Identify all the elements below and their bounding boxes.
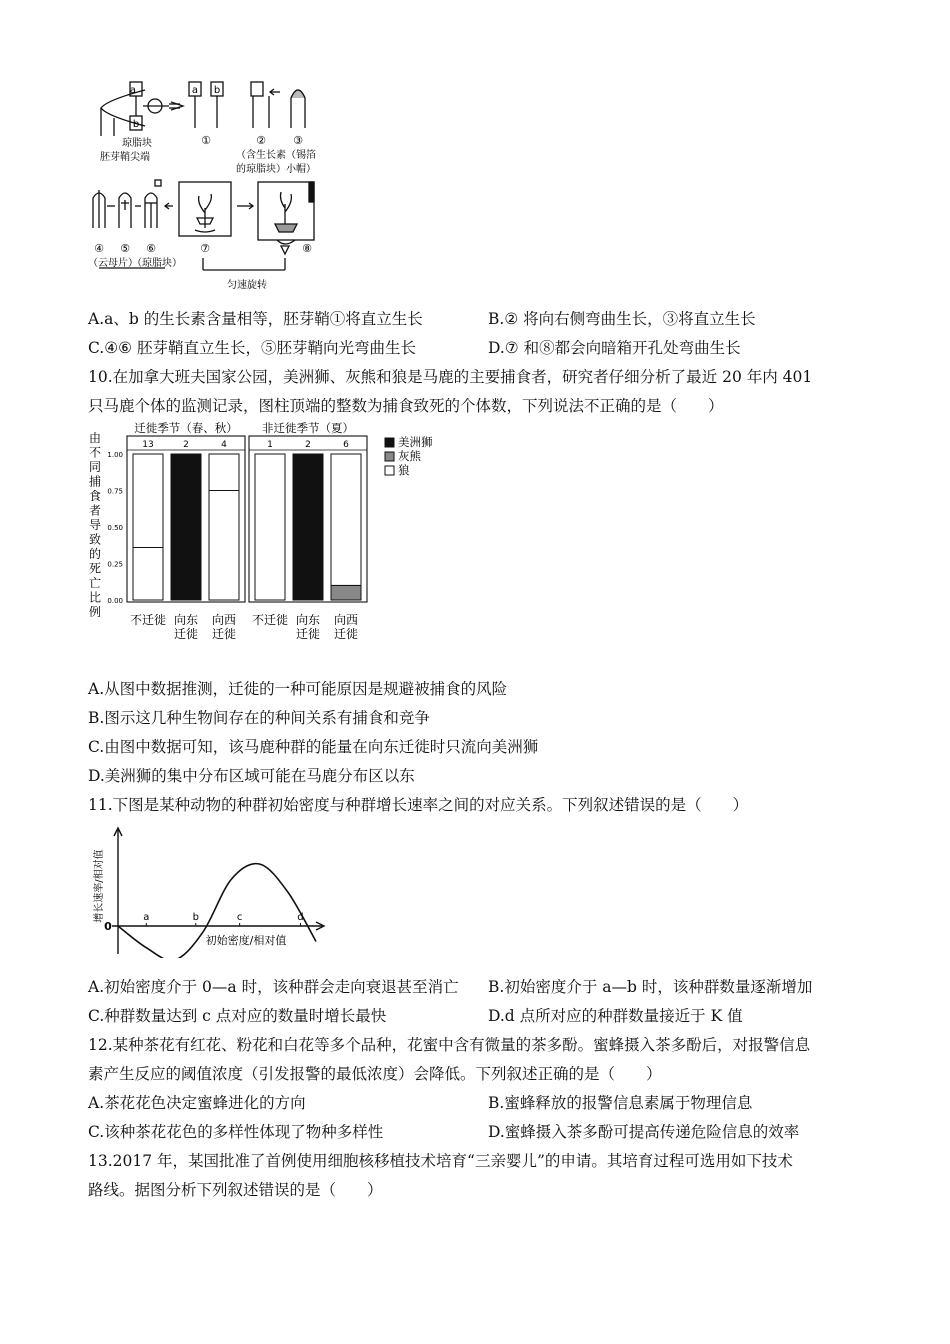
point-label-a: a bbox=[143, 912, 150, 923]
category-label: 迁徙 bbox=[333, 627, 359, 641]
panel-title: 迁徙季节（春、秋） bbox=[134, 421, 238, 435]
bar-segment-美洲狮 bbox=[293, 454, 323, 600]
y-axis-label-char: 者 bbox=[88, 503, 102, 518]
legend-label: 美洲狮 bbox=[398, 435, 433, 449]
q9-option-d[interactable]: D.⑦ 和⑧都会向暗箱开孔处弯曲生长 bbox=[488, 339, 741, 357]
y-axis-label-char: 由 bbox=[88, 431, 102, 445]
label-coleoptile-tip: 胚芽鞘尖端 bbox=[100, 152, 150, 163]
label-agar2: （琼脂块） bbox=[132, 258, 182, 269]
legend-swatch bbox=[385, 452, 394, 461]
q11-option-b[interactable]: B.初始密度介于 a—b 时，该种群数量逐渐增加 bbox=[488, 978, 813, 996]
q11-option-d[interactable]: D.d 点所对应的种群数量接近于 K 值 bbox=[488, 1007, 743, 1025]
y-axis-label-char: 不 bbox=[88, 445, 102, 460]
q9-option-b[interactable]: B.② 将向右侧弯曲生长，③将直立生长 bbox=[488, 310, 756, 328]
q13-stem-line2: 路线。据图分析下列叙述错误的是（ ） bbox=[88, 1181, 383, 1199]
label-n5: ⑤ bbox=[120, 242, 130, 255]
q10-stem-line2: 只马鹿个体的监测记录，图柱顶端的整数为捕食致死的个体数，下列说法不正确的是（ ） bbox=[88, 397, 724, 415]
q10-option-a[interactable]: A.从图中数据推测，迁徙的一种可能原因是规避被捕食的风险 bbox=[88, 680, 508, 698]
y-axis-label-char: 导 bbox=[88, 518, 102, 532]
point-label-b: b bbox=[192, 912, 199, 923]
category-label: 迁徙 bbox=[173, 627, 199, 641]
q12-option-b[interactable]: B.蜜蜂释放的报警信息素属于物理信息 bbox=[488, 1094, 753, 1112]
label-agar-block: 琼脂块 bbox=[122, 138, 152, 149]
bar-top-count: 13 bbox=[142, 440, 154, 450]
bar-top-count: 1 bbox=[267, 440, 273, 450]
bar-segment-狼 bbox=[133, 454, 163, 600]
y-tick-label: 0.25 bbox=[107, 560, 123, 569]
category-label: 迁徙 bbox=[295, 627, 321, 641]
q11-stem: 11.下图是某种动物的种群初始密度与种群增长速率之间的对应关系。下列叙述错误的是（ ） bbox=[88, 796, 749, 814]
origin-label: 0 bbox=[104, 920, 112, 933]
label-n7: ⑦ bbox=[200, 242, 210, 255]
label-n2-note-1: （含生长素 bbox=[236, 150, 286, 161]
y-axis-label-char: 例 bbox=[88, 605, 102, 619]
q13-stem-line1: 13.2017 年，某国批准了首例使用细胞核移植技术培育“三亲婴儿”的申请。其培育过程可选用如下技术 bbox=[88, 1152, 793, 1170]
y-tick-label: 0.50 bbox=[107, 524, 123, 532]
label-n4: ④ bbox=[94, 242, 104, 255]
q10-option-c[interactable]: C.由图中数据可知，该马鹿种群的能量在向东迁徙时只流向美洲狮 bbox=[88, 738, 539, 756]
bar-top-count: 2 bbox=[305, 440, 311, 450]
label-n1: ① bbox=[201, 134, 211, 147]
label-b: b bbox=[132, 119, 140, 130]
legend-label: 狼 bbox=[398, 463, 410, 477]
bar-segment-狼 bbox=[255, 454, 285, 600]
label-n3: ③ bbox=[293, 134, 303, 147]
label-n3-note-2: 小帽） bbox=[286, 164, 316, 175]
category-label: 迁徙 bbox=[211, 627, 237, 641]
label-n6: ⑥ bbox=[146, 242, 156, 255]
bar-top-count: 4 bbox=[221, 440, 227, 450]
y-axis-label-char: 亡 bbox=[88, 576, 102, 590]
q10-option-d[interactable]: D.美洲狮的集中分布区域可能在马鹿分布区以东 bbox=[88, 767, 415, 785]
label-n8: ⑧ bbox=[302, 242, 312, 255]
category-label: 向西 bbox=[211, 613, 237, 627]
bar-segment-灰熊 bbox=[331, 585, 361, 600]
y-axis-label-char: 比 bbox=[88, 590, 102, 605]
y-tick-label: 0.75 bbox=[107, 487, 123, 496]
coleoptile-experiment-figure bbox=[85, 78, 345, 300]
label-b-2: b bbox=[213, 85, 221, 96]
bar-top-count: 2 bbox=[183, 440, 189, 450]
y-axis-label-char: 的 bbox=[88, 547, 102, 561]
label-a: a bbox=[129, 85, 137, 96]
label-a-2: a bbox=[191, 85, 199, 96]
y-axis-label-char: 致 bbox=[88, 532, 102, 547]
q9-option-a[interactable]: A.a、b 的生长素含量相等，胚芽鞘①将直立生长 bbox=[88, 310, 423, 328]
y-axis-label-char: 死 bbox=[88, 561, 102, 576]
y-tick-label: 0.00 bbox=[107, 597, 123, 605]
bar-top-count: 6 bbox=[343, 440, 349, 450]
q12-option-d[interactable]: D.蜜蜂摄入茶多酚可提高传递危险信息的效率 bbox=[488, 1123, 800, 1141]
density-growth-curve-chart bbox=[88, 826, 328, 958]
label-n2-note-2: 的琼脂块） bbox=[236, 164, 286, 175]
q12-option-a[interactable]: A.茶花花色决定蜜蜂进化的方向 bbox=[88, 1094, 306, 1112]
q11-option-a[interactable]: A.初始密度介于 0—a 时，该种群会走向衰退甚至消亡 bbox=[88, 978, 459, 996]
category-label: 不迁徙 bbox=[251, 613, 289, 627]
bar-segment-狼 bbox=[209, 454, 239, 600]
point-label-c: c bbox=[236, 912, 243, 923]
legend-label: 灰熊 bbox=[398, 449, 421, 463]
label-n2: ② bbox=[256, 134, 266, 147]
label-n3-note-1: （锡箔 bbox=[286, 150, 316, 161]
y-axis-label-char: 捕 bbox=[88, 474, 102, 489]
category-label: 向东 bbox=[173, 613, 199, 627]
q11-option-c[interactable]: C.种群数量达到 c 点对应的数量时增长最快 bbox=[88, 1007, 387, 1025]
category-label: 不迁徙 bbox=[129, 613, 167, 627]
y-axis-label: 增长速率/相对值 bbox=[94, 849, 105, 923]
predation-bar-chart bbox=[85, 420, 465, 648]
y-axis-label-char: 食 bbox=[88, 489, 102, 503]
q10-stem-line1: 10.在加拿大班夫国家公园，美洲狮、灰熊和狼是马鹿的主要捕食者，研究者仔细分析了最近 20 年内 401 bbox=[88, 368, 813, 386]
category-label: 向东 bbox=[295, 613, 321, 627]
legend-swatch bbox=[385, 466, 394, 475]
bar-segment-美洲狮 bbox=[171, 454, 201, 600]
q10-option-b[interactable]: B.图示这几种生物间存在的种间关系有捕食和竞争 bbox=[88, 709, 430, 727]
x-axis-label: 初始密度/相对值 bbox=[205, 934, 287, 947]
category-label: 向西 bbox=[333, 613, 359, 627]
label-rotation: 匀速旋转 bbox=[227, 280, 267, 291]
legend-swatch bbox=[385, 438, 394, 447]
label-mica: （云母片） bbox=[88, 258, 138, 269]
bar-segment-狼 bbox=[331, 454, 361, 585]
panel-title: 非迁徙季节（夏） bbox=[262, 421, 354, 435]
q12-option-c[interactable]: C.该种茶花花色的多样性体现了物种多样性 bbox=[88, 1123, 384, 1141]
y-axis-label-char: 同 bbox=[88, 460, 102, 474]
q12-stem-line1: 12.某种茶花有红花、粉花和白花等多个品种，花蜜中含有微量的茶多酚。蜜蜂摄入茶多酚后，对报警信息 bbox=[88, 1036, 811, 1054]
point-label-d: d bbox=[297, 912, 304, 923]
y-tick-label: 1.00 bbox=[107, 451, 123, 459]
q9-option-c[interactable]: C.④⑥ 胚芽鞘直立生长，⑤胚芽鞘向光弯曲生长 bbox=[88, 339, 416, 357]
q12-stem-line2: 素产生反应的阈值浓度（引发报警的最低浓度）会降低。下列叙述正确的是（ ） bbox=[88, 1065, 662, 1083]
